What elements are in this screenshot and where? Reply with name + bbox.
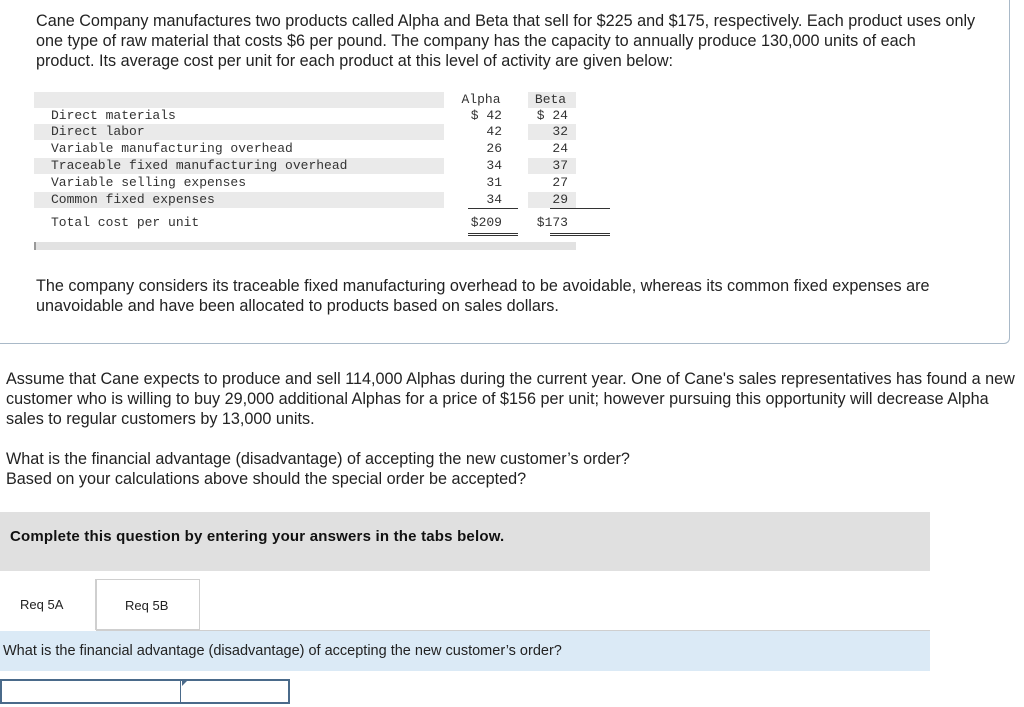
tab-req-5b[interactable]: Req 5B	[96, 579, 200, 630]
beta-column-header: Beta	[534, 92, 567, 107]
answer-label-cell	[2, 681, 181, 702]
table-row: Variable selling expenses 31 27	[34, 175, 576, 191]
scenario-paragraph: Assume that Cane expects to produce and sell 114,000 Alphas during the current year. One of Cane's sales representatives has found a new customer who is willing to buy 29,000 additional Alphas for a price of $156 per unit; however pursuing this opportunity will decrease Alpha sales to regular customers by 13,000 units.	[6, 370, 1015, 428]
total-rule-alpha	[468, 233, 518, 234]
table-footer-bar	[34, 242, 576, 250]
alpha-column-header: Alpha	[461, 92, 501, 107]
table-row: Variable manufacturing overhead 26 24	[34, 141, 576, 157]
total-rule-beta-double	[550, 235, 610, 236]
total-rule-beta	[550, 233, 610, 234]
table-row: Direct materials $ 42 $ 24	[34, 108, 576, 124]
instructions-text: Complete this question by entering your answers in the tabs below.	[10, 528, 505, 545]
intro-paragraph: Cane Company manufactures two products called Alpha and Beta that sell for $225 and $175, respectively. Each product uses only one type of raw material that costs $6 per pound. The company has the capacity to annually produce 130,000 units of each product. Its average cost per unit for each product at this level of activity are given below:	[36, 12, 976, 70]
active-question-text: What is the financial advantage (disadvantage) of accepting the new customer’s order?	[3, 643, 562, 659]
table-row: Common fixed expenses 34 29	[34, 192, 576, 208]
total-rule-alpha-double	[468, 235, 518, 236]
instructions-banner	[0, 512, 930, 571]
table-row: Traceable fixed manufacturing overhead 34 37	[34, 158, 576, 174]
active-question-bar	[0, 631, 930, 671]
subtotal-rule-alpha	[468, 208, 518, 209]
table-row: Direct labor 42 32	[34, 124, 576, 140]
question-5a-text: What is the financial advantage (disadvantage) of accepting the new customer’s order?	[6, 450, 630, 468]
input-marker-icon	[182, 681, 187, 686]
table-header-row	[34, 92, 576, 108]
subtotal-rule-beta	[550, 208, 610, 209]
cost-table	[34, 92, 576, 250]
overhead-note: The company considers its traceable fixed manufacturing overhead to be avoidable, whereas its common fixed expenses are unavoidable and have been allocated to products based on sales dollars.	[36, 277, 930, 315]
tab-req-5a[interactable]: Req 5A	[0, 579, 96, 630]
table-total-row: Total cost per unit $209 $173	[34, 214, 576, 232]
questions-block	[6, 449, 906, 489]
question-5b-text: Based on your calculations above should the special order be accepted?	[6, 470, 527, 488]
financial-advantage-input[interactable]	[182, 681, 288, 702]
answer-row	[0, 679, 290, 704]
